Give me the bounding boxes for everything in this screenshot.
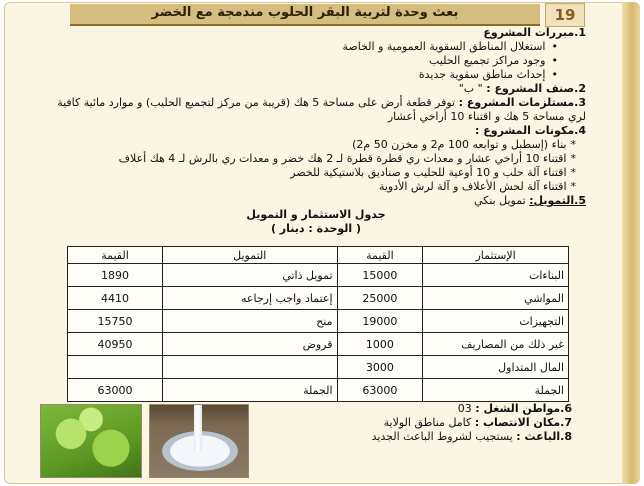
s4-item-2: * اقتناء 10 أراخي عشار و معدات ري قطرة قطرة لـ 2 هك خضر و معدات ري بالرش لـ 4 هك أعلاف [46, 152, 586, 166]
cell-value: 25000 [337, 287, 423, 310]
cell-total-amount: 63000 [68, 379, 163, 402]
cell-value: 3000 [337, 356, 423, 379]
page-number: 19 [545, 3, 585, 27]
cell-financing: قروض [162, 333, 337, 356]
section-8-label: 8.الباعث : [516, 430, 572, 443]
section-3 [46, 96, 586, 124]
section-7-label: 7.مكان الانتصاب : [474, 416, 572, 429]
milk-stream-shape [194, 405, 202, 451]
s4-item-4: * اقتناء آلة لحش الأعلاف و آلة لرش الأدوية [46, 180, 586, 194]
milk-pouring-photo [149, 404, 249, 478]
section-8 [272, 430, 572, 444]
table-header-row [68, 247, 569, 264]
section-7-value: كامل مناطق الولاية [383, 416, 472, 429]
table-row [68, 356, 569, 379]
document-footer-sections [272, 402, 572, 444]
section-6 [272, 402, 572, 416]
section-8-value: يستجيب لشروط الباعث الجديد [371, 430, 513, 443]
section-5 [46, 194, 586, 208]
cell-amount: 15750 [68, 310, 163, 333]
investment-table [67, 246, 569, 402]
cell-value: 15000 [337, 264, 423, 287]
cell-total-value: 63000 [337, 379, 423, 402]
s1-bullet-3: • إحداث مناطق سقوية جديدة [46, 68, 586, 82]
section-7 [272, 416, 572, 430]
section-2-label: 2.صنف المشروع : [486, 82, 586, 95]
section-4-heading: 4.مكونات المشروع : [475, 124, 586, 137]
section-1-heading: 1.مبررات المشروع [483, 26, 586, 39]
cell-financing: إعتماد واجب إرجاعه [162, 287, 337, 310]
section-6-label: 6.مواطن الشغل : [475, 402, 572, 415]
s1-bullet-2: • وجود مراكز تجميع الحليب [46, 54, 586, 68]
s1-bullet-1: • استغلال المناطق السقوية العمومية و الخاصة [46, 40, 586, 54]
header-amount: القيمة [68, 247, 163, 264]
cell-value: 1000 [337, 333, 423, 356]
table-title: جدول الاستثمار و التمويل [246, 208, 386, 221]
table-unit: ( الوحدة : دينار ) [270, 222, 362, 235]
header-value: القيمة [337, 247, 423, 264]
cell-total-financing: الجملة [162, 379, 337, 402]
cell-amount: 4410 [68, 287, 163, 310]
cell-amount [68, 356, 163, 379]
section-3-label: 3.مستلزمات المشروع : [458, 96, 586, 109]
table-row [68, 333, 569, 356]
cell-total-label: الجملة [423, 379, 569, 402]
section-5-label: 5.التمويل: [529, 194, 586, 207]
table-row [68, 287, 569, 310]
section-5-value: تمويل بنكي [474, 194, 526, 207]
cell-amount: 40950 [68, 333, 163, 356]
cell-item: المواشي [423, 287, 569, 310]
page-title: بعث وحدة لتربية البقر الحلوب مندمجة مع الخضر [151, 5, 459, 20]
section-2 [46, 82, 586, 96]
cell-item: التجهيزات [423, 310, 569, 333]
title-bar [70, 4, 540, 26]
section-2-value: " ب" [458, 82, 483, 95]
cell-item: غير ذلك من المصاريف [423, 333, 569, 356]
s4-item-3: * اقتناء آلة حلب و 10 أوعية للحليب و صناديق بلاستيكية للخضر [46, 166, 586, 180]
section-6-value: 03 [457, 402, 472, 415]
table-row [68, 310, 569, 333]
cell-financing [162, 356, 337, 379]
cell-item: المال المتداول [423, 356, 569, 379]
cell-amount: 1890 [68, 264, 163, 287]
header-financing: التمويل [162, 247, 337, 264]
cell-value: 19000 [337, 310, 423, 333]
cell-financing: منح [162, 310, 337, 333]
table-row [68, 264, 569, 287]
cell-financing: تمويل ذاتي [162, 264, 337, 287]
document-body [46, 26, 586, 236]
lettuce-photo [40, 404, 142, 478]
decorative-side-rail [622, 2, 640, 484]
table-total-row [68, 379, 569, 402]
cell-item: البناءات [423, 264, 569, 287]
s4-item-1: * بناء (إسطبل و توابعه 100 م2 و مخزن 50 م2) [46, 138, 586, 152]
section-3-text: توفر قطعة أرض على مساحة 5 هك (قريبة من مركز لتجميع الحليب) و موارد مائية كافية لري مساحة 5 هك و اقتناء 10 أراخي أعشار [57, 96, 586, 123]
header-investment: الإستثمار [423, 247, 569, 264]
